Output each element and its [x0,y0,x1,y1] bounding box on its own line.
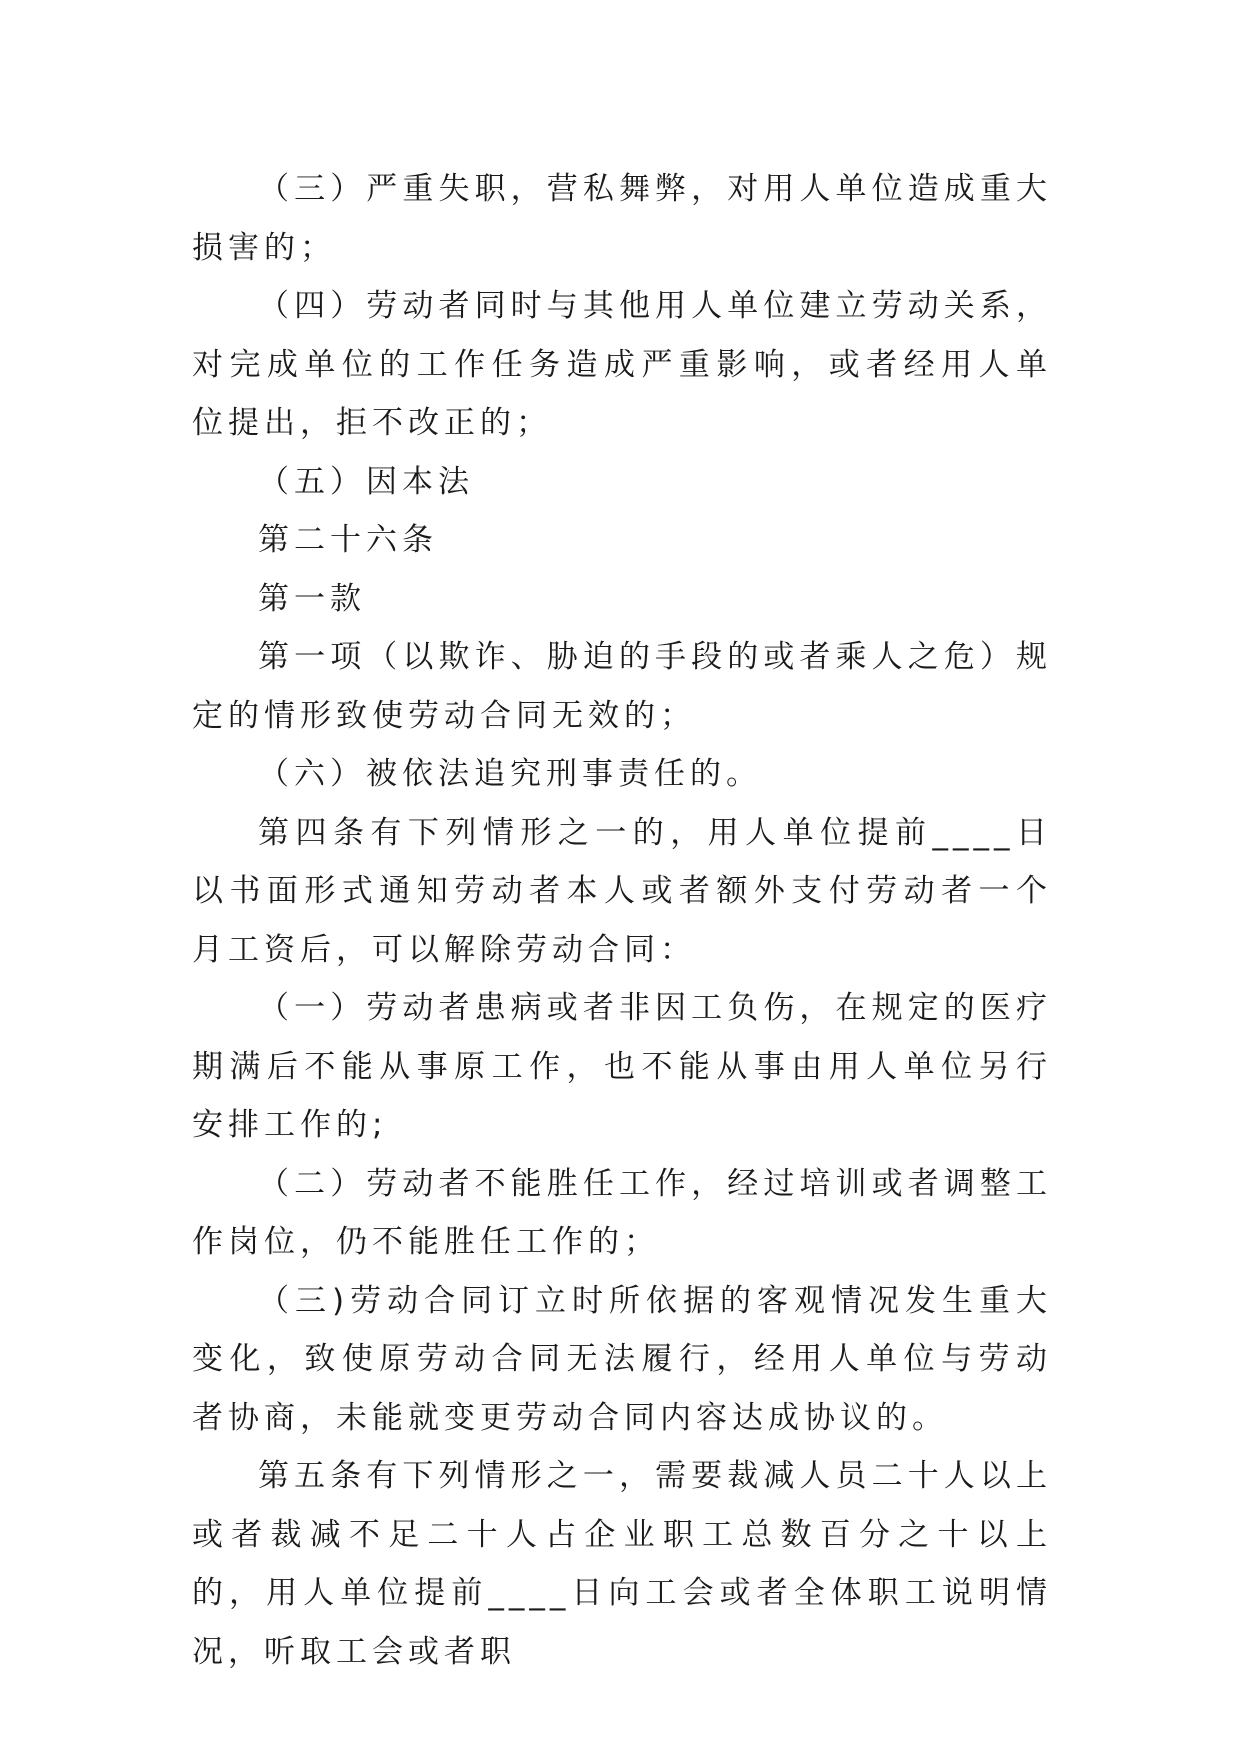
article-4-item-3: （三)劳动合同订立时所依据的客观情况发生重大变化，致使原劳动合同无法履行，经用人单位与劳动者协商，未能就变更劳动合同内容达成协议的。 [192,1282,1052,1436]
paragraph-item-4: （四）劳动者同时与其他用人单位建立劳动关系，对完成单位的工作任务造成严重影响，或者经用人单位提出，拒不改正的； [192,288,1052,441]
clause-1-heading: 第一款 [258,580,366,617]
paragraph-item-6: （六）被依法追究刑事责任的。 [258,756,762,792]
article-4-item-2: （二）劳动者不能胜任工作，经过培训或者调整工作岗位，仍不能胜任工作的； [192,1165,1052,1260]
paragraph-item-5: （五）因本法 [258,463,474,500]
document-body [192,160,1052,1681]
article-5-paragraph: 第五条有下列情形之一，需要裁减人员二十人以上或者裁减不足二十人占企业职工总数百分之十以上的，用人单位提前____日向工会或者全体职工说明情况，听取工会或者职 [192,1458,1052,1670]
paragraph-item-3: （三）严重失职，营私舞弊，对用人单位造成重大损害的； [192,171,1052,266]
article-4-item-1: （一）劳动者患病或者非因工负伤，在规定的医疗期满后不能从事原工作，也不能从事由用人单位另行安排工作的; [192,990,1052,1143]
article-26-heading: 第二十六条 [258,522,438,558]
item-1-paragraph: 第一项（以欺诈、胁迫的手段的或者乘人之危）规定的情形致使劳动合同无效的； [192,639,1052,734]
article-4-paragraph: 第四条有下列情形之一的，用人单位提前____日以书面形式通知劳动者本人或者额外支付劳动者一个月工资后，可以解除劳动合同： [192,814,1052,968]
